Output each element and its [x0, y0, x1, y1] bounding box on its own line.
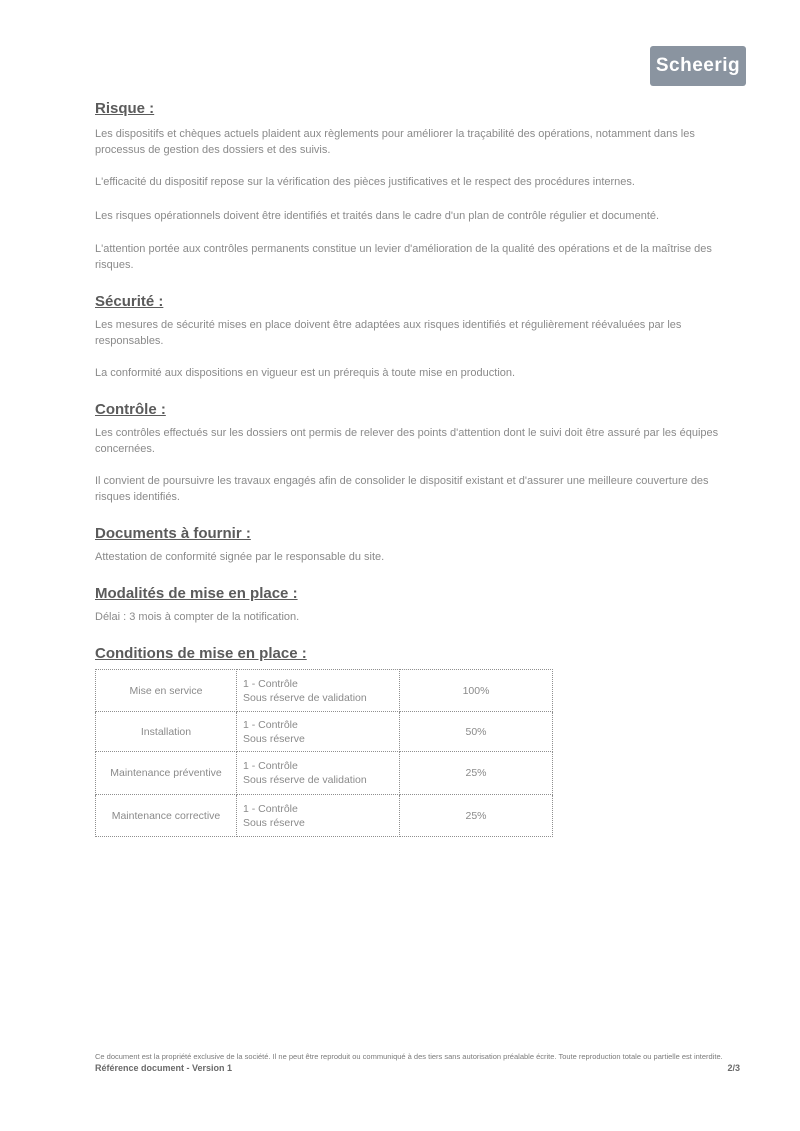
table-cell-label: Maintenance corrective [96, 795, 237, 837]
page-footer [95, 1052, 740, 1074]
footer-legal-text: Ce document est la propriété exclusive de la société. Il ne peut être reproduit ou communiqué à des tiers sans autorisation préalable écrite. Toute reproduction totale ou partielle est interdite. [95, 1052, 723, 1061]
paragraph: L'efficacité du dispositif repose sur la vérification des pièces justificatives et le respect des procédures internes. [95, 176, 635, 188]
document-body [95, 100, 725, 837]
paragraph: L'attention portée aux contrôles permanents constitue un levier d'amélioration de la qualité des opérations et de la maîtrise des risques. [95, 243, 712, 271]
footer-bottom-row [95, 1062, 740, 1074]
table-cell-rate: 100% [400, 670, 553, 712]
section-title-conditions: Conditions de mise en place : [95, 645, 307, 662]
section-title-risk: Risque : [95, 100, 155, 117]
table-cell-details [237, 752, 400, 795]
paragraph: La conformité aux dispositions en vigueur est un prérequis à toute mise en production. [95, 367, 516, 379]
paragraph: Les mesures de sécurité mises en place doivent être adaptées aux risques identifiés et régulièrement réévaluées par les responsables. [95, 319, 682, 347]
table-cell-rate: 25% [400, 752, 553, 795]
table-cell-label: Maintenance préventive [96, 752, 237, 795]
section-title-modalities: Modalités de mise en place : [95, 585, 298, 602]
table-cell-details [237, 670, 400, 712]
table-cell-label: Mise en service [96, 670, 237, 712]
paragraph: Les contrôles effectués sur les dossiers ont permis de relever des points d'attention dont le suivi doit être assuré par les équipes concernées. [95, 427, 719, 455]
table-row [96, 752, 553, 795]
table-row [96, 795, 553, 837]
details-text: 1 - Contrôle Sous réserve [243, 802, 305, 829]
table-cell-rate: 25% [400, 795, 553, 837]
footer-reference: Référence document - Version 1 [95, 1063, 233, 1073]
table-cell-details [237, 712, 400, 752]
page-number: 2/3 [727, 1063, 740, 1073]
table-row [96, 670, 553, 712]
table-cell-label: Installation [96, 712, 237, 752]
section-title-security: Sécurité : [95, 293, 164, 310]
paragraph: Attestation de conformité signée par le responsable du site. [95, 551, 385, 563]
details-text: 1 - Contrôle Sous réserve de validation [243, 677, 367, 704]
table-cell-rate: 50% [400, 712, 553, 752]
company-logo [650, 46, 746, 86]
table-row [96, 712, 553, 752]
conditions-table [95, 669, 553, 837]
section-title-documents: Documents à fournir : [95, 525, 251, 542]
paragraph: Délai : 3 mois à compter de la notification. [95, 611, 300, 623]
table-cell-details [237, 795, 400, 837]
paragraph: Il convient de poursuivre les travaux engagés afin de consolider le dispositif existant et d'assurer une meilleure couverture des risques identifiés. [95, 475, 709, 503]
logo-text: Scheerig [655, 55, 741, 76]
paragraph: Les risques opérationnels doivent être identifiés et traités dans le cadre d'un plan de contrôle régulier et documenté. [95, 210, 660, 222]
paragraph: Les dispositifs et chèques actuels plaident aux règlements pour améliorer la traçabilité des opérations, notamment dans les processus de gestion des dossiers et des suivis. [95, 128, 695, 156]
details-text: 1 - Contrôle Sous réserve [243, 718, 305, 745]
details-text: 1 - Contrôle Sous réserve de validation [243, 760, 367, 786]
section-title-control: Contrôle : [95, 401, 166, 418]
